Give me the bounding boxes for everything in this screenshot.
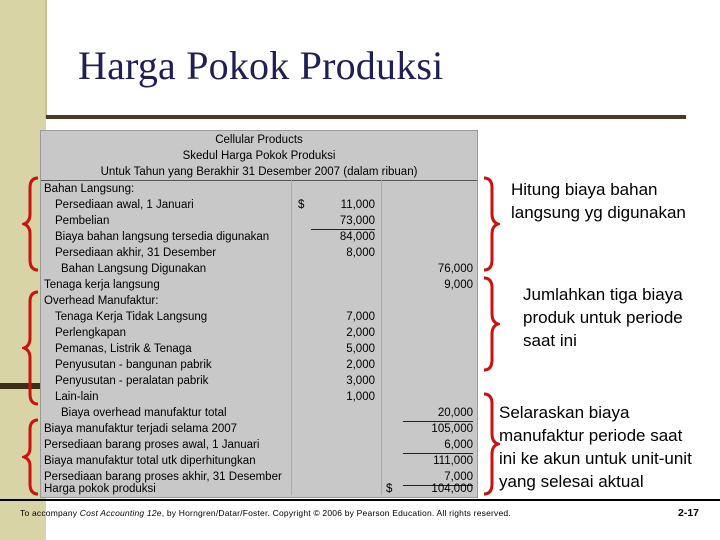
schedule-period: Untuk Tahun yang Berakhir 31 Desember 2007 (dalam ribuan) <box>100 166 418 178</box>
table-row <box>41 309 477 325</box>
table-row <box>41 245 477 261</box>
row-value-sub: 11,000 <box>340 199 375 211</box>
table-row <box>41 197 477 213</box>
dollar-sign: $ <box>298 199 305 211</box>
page-number: 2-17 <box>678 507 700 519</box>
row-label: Penyusutan - peralatan pabrik <box>55 375 209 387</box>
title-vertical-rule <box>45 0 47 118</box>
row-label: Biaya bahan langsung tersedia digunakan <box>55 231 270 243</box>
cost-schedule-table <box>40 130 478 498</box>
table-row <box>41 453 477 469</box>
schedule-company: Cellular Products <box>215 134 303 146</box>
row-label: Bahan Langsung: <box>44 183 135 195</box>
table-row <box>41 277 477 293</box>
table-row <box>41 325 477 341</box>
row-value-sub: 1,000 <box>346 391 375 403</box>
right-brace-direct-materials <box>480 176 500 272</box>
footer-suffix: , by Horngren/Datar/Foster. Copyright © 2006 by Pearson Education. All rights reserved. <box>161 508 511 518</box>
row-label: Harga pokok produksi <box>44 483 156 495</box>
row-value-total: 7,000 <box>403 469 473 486</box>
dollar-sign: $ <box>386 483 393 495</box>
row-label: Bahan Langsung Digunakan <box>61 263 207 275</box>
row-label: Persediaan barang proses akhir, 31 Desember <box>44 471 282 483</box>
row-value-total: 104,000 <box>431 483 473 495</box>
callout-line: Hitung biaya bahan <box>511 180 658 199</box>
row-label: Tenaga Kerja Tidak Langsung <box>55 311 208 323</box>
right-brace-product-costs <box>480 276 500 372</box>
left-brace-overhead <box>22 290 42 406</box>
callout-line: manufaktur periode saat <box>499 426 683 445</box>
row-label: Biaya manufaktur total utk diperhitungkan <box>44 455 256 467</box>
row-value-total: 6,000 <box>403 437 473 454</box>
row-label: Tenaga kerja langsung <box>44 279 160 291</box>
table-row <box>41 421 477 437</box>
row-value-sub: 73,000 <box>311 213 375 230</box>
row-label: Penyusutan - bangunan pabrik <box>55 359 212 371</box>
row-value-sub: 8,000 <box>346 247 375 259</box>
callout-line: produk untuk periode <box>523 308 683 327</box>
row-value-sub: 2,000 <box>346 359 375 371</box>
left-brace-reconcile <box>22 418 42 496</box>
table-row <box>41 181 477 197</box>
row-label: Persediaan barang proses awal, 1 Januari <box>44 439 260 451</box>
table-row <box>41 437 477 453</box>
row-value-total: 9,000 <box>444 279 473 291</box>
schedule-title: Skedul Harga Pokok Produksi <box>182 150 336 162</box>
row-value-total: 76,000 <box>437 263 473 275</box>
callout-reconcile <box>499 401 720 493</box>
table-row <box>41 373 477 389</box>
callout-line: saat ini <box>523 331 577 350</box>
callout-line: Jumlahkan tiga biaya <box>523 285 683 304</box>
row-label: Lain-lain <box>55 391 99 403</box>
table-row <box>41 213 477 229</box>
row-value-sub: 2,000 <box>346 327 375 339</box>
right-brace-reconcile <box>480 392 500 496</box>
row-label: Persediaan awal, 1 Januari <box>55 199 194 211</box>
row-value-total: 111,000 <box>433 455 473 467</box>
callout-line: Selaraskan biaya <box>499 403 630 422</box>
title-underline-rule <box>46 115 686 119</box>
footer-prefix: To accompany <box>20 508 80 518</box>
left-brace-direct-materials <box>22 176 42 272</box>
table-row <box>41 405 477 421</box>
row-value-sub: 3,000 <box>346 375 375 387</box>
table-row <box>41 389 477 405</box>
row-value-total: 105,000 <box>431 423 473 435</box>
table-row <box>41 481 477 497</box>
row-label: Persediaan akhir, 31 Desember <box>55 247 217 259</box>
table-row <box>41 261 477 277</box>
table-row <box>41 357 477 373</box>
table-row <box>41 229 477 245</box>
callout-line: langsung yg digunakan <box>511 203 686 222</box>
row-value-sub: 5,000 <box>346 343 375 355</box>
row-label: Pembelian <box>55 215 110 227</box>
row-label: Overhead Manufaktur: <box>44 295 159 307</box>
callout-direct-materials <box>511 178 686 224</box>
callout-product-costs <box>523 283 683 352</box>
footer-copyright <box>20 508 511 518</box>
table-row <box>41 341 477 357</box>
footer-rule <box>0 499 720 501</box>
row-value-sub: 7,000 <box>346 311 375 323</box>
row-value-sub: 84,000 <box>339 231 375 243</box>
footer-book-title: Cost Accounting 12e <box>79 508 162 518</box>
row-label: Biaya overhead manufaktur total <box>61 407 227 419</box>
row-label: Biaya manufaktur terjadi selama 2007 <box>44 423 238 435</box>
callout-line: ini ke akun untuk unit-unit <box>499 449 692 468</box>
callout-line: yang selesai aktual <box>499 472 644 491</box>
row-label: Pemanas, Listrik & Tenaga <box>55 343 192 355</box>
row-label: Perlengkapan <box>55 327 126 339</box>
row-value-total: 20,000 <box>403 405 473 422</box>
slide-title: Harga Pokok Produksi <box>78 43 444 88</box>
table-row <box>41 293 477 309</box>
